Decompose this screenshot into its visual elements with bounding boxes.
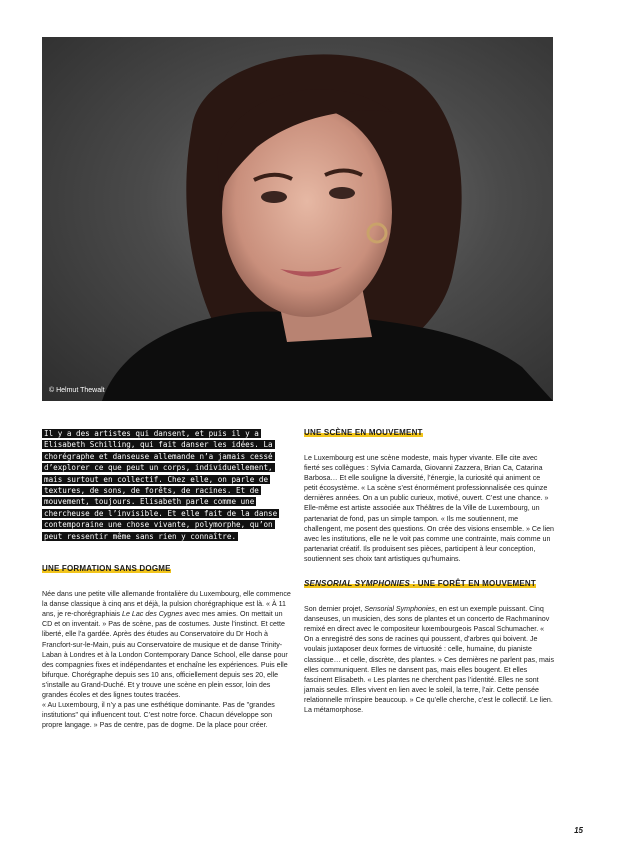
section-heading xyxy=(42,564,292,574)
left-column xyxy=(42,428,292,730)
work-title: SENSORIAL SYMPHONIES xyxy=(304,579,411,589)
portrait-illustration xyxy=(42,37,553,401)
intro-paragraph xyxy=(42,428,287,542)
text-run: Née dans une petite ville allemande frontalière du Luxembourg, elle commence la danse classique à cinq ans et déjà, la pulsion chorégraphique est là. « À 11 ans, je re-chorégraphiais xyxy=(42,590,291,619)
work-title: Sensorial Symphonies xyxy=(364,605,435,614)
intro-text: Il y a des artistes qui dansent, et puis il y a Elisabeth Schilling, qui fait danser les idées. La chorégraphe et danseuse allemande n’a jamais cessé d’explorer ce que peut un corps, individuellement, mais surtout en collectif. Chez elle, on parle de textures, de sons, de forêts, de racines. Et de mouvement, toujours. Elisabeth parle comme une chercheuse de l’invisible. Et elle fait de la danse contemporaine une chose vivante, polymorphe, qu’on peut ressentir même sans rien y connaître. xyxy=(44,429,278,541)
section1-paragraph xyxy=(42,589,292,700)
section1-title: UNE FORMATION SANS DOGME xyxy=(42,564,171,574)
work-title: Le Lac des Cygnes xyxy=(122,610,183,619)
section3-paragraph xyxy=(304,604,554,715)
portrait-photo xyxy=(42,37,553,401)
page-number: 15 xyxy=(574,826,583,835)
right-column xyxy=(304,428,554,715)
section3-title xyxy=(304,579,536,588)
section-heading xyxy=(304,428,554,438)
section1-paragraph-2: « Au Luxembourg, il n’y a pas une esthétique dominante. Pas de "grandes institutions" qui influencent tout. C’est notre force. Chacun développe son propre langage. » Pas de centre, pas de dogme. De la place pour créer. xyxy=(42,701,275,730)
section-heading xyxy=(304,579,554,589)
section2-title: UNE SCÈNE EN MOUVEMENT xyxy=(304,428,423,437)
photo-credit: © Helmut Thewalt xyxy=(49,387,105,394)
text-run: : UNE FORÊT EN MOUVEMENT xyxy=(410,579,536,589)
section2-paragraph: Le Luxembourg est une scène modeste, mais hyper vivante. Elle cite avec fierté ses collègues : Sylvia Camarda, Giovanni Zazzera, Brian Ca, Catarina Barbosa… Et elle souligne la diversité, l’énergie, la curiosité qui animent ce petit écosystème. « La scène s’est énormément professionnalisée ces quinze dernières années. On a un public curieux, motivé, ouvert. C’est une chance. » Elle-même est artiste associée aux Théâtres de la Ville de Luxembourg, un partenariat de fond, pas un simple tampon. « Ils me soutiennent, me challengent, me posent des questions. On crée des visions ensemble. » Ce lien avec les institutions, elle ne le voit pas comme une contrainte, mais comme un partenariat créatif. Ils produisent ses pièces, participent à leur conception, soutiennent ses choix tant artistiques qu’humains. xyxy=(304,454,555,563)
text-run: avec mes amies. On mettait un CD et on inventait. » Pas de scène, pas de costumes. Juste l’instinct. Et cette liberté, elle l’a gardée. Après des études au Conservatoire du Dr Hoch à Francfort-sur-le-Main, puis au Conservatoire de musique et de danse Trinity-Laban à Londres et à la London Contemporary Dance School, elle danse pour des compagnies fixes et indépendantes et enchaîne les expériences. Puis elle bifurque. Chorégraphe depuis ses 10 ans, officiellement depuis ses 20, elle s’installe au Grand-Duché. Et y trouve une scène en plein essor, loin des grandes écoles et des lignes toutes tracées. xyxy=(42,610,288,699)
text-run: , en est un exemple puissant. Cinq danseuses, un musicien, des sons de plantes et un concerto de Rachmaninov remixé en direct avec le compositeur luxembourgeois Pascal Schumacher. « On a enregistré des sons de racines qui poussent, d’arbres qui boivent. Je voulais juxtaposer deux formes de virtuosité : celle, humaine, du pianiste classique… et celle, discrète, des plantes. » Ces dernières ne parlent pas, mais elles communiquent. Elles ne dansent pas, mais elles bougent. Et elles fascinent Elisabeth. « Les plantes ne cherchent pas l’identité. Elles ne sont jamais seules. Elles vivent en lien avec le soleil, la terre, l’air. Cette pensée relationnelle m’inspire beaucoup. » Ce qu’elle cherche, c’est le collectif. Le lien. La métamorphose. xyxy=(304,605,554,714)
text-run: Son dernier projet, xyxy=(304,605,365,614)
